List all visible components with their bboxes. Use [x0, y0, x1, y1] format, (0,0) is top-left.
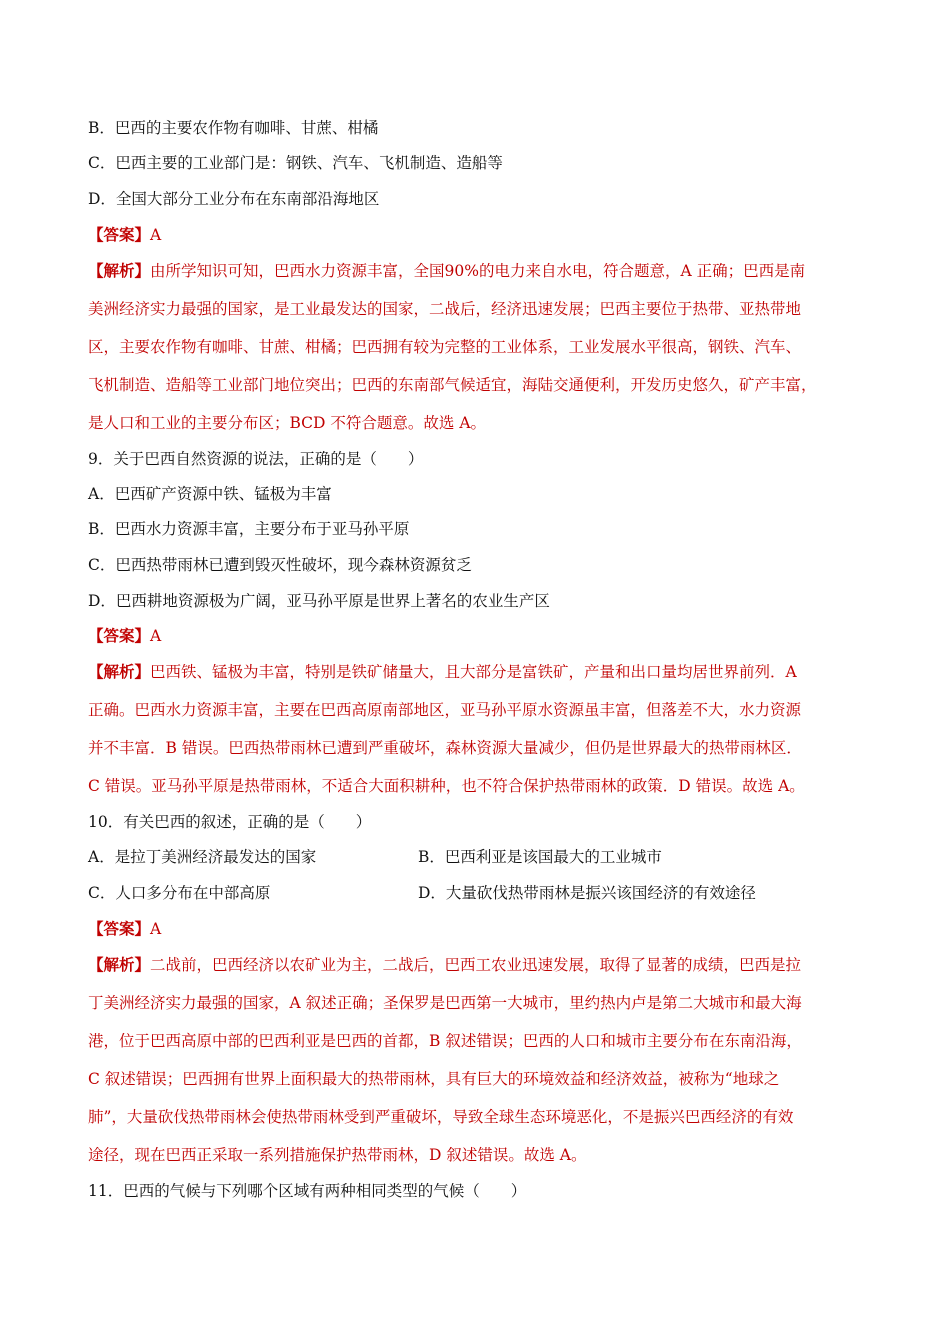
q9-analysis-line-2: 正确。巴西水力资源丰富，主要在巴西高原南部地区，亚马孙平原水资源虽丰富，但落差不大，水力资源	[88, 701, 802, 719]
analysis-label: 【解析】	[88, 955, 151, 974]
q10-option-b: B．巴西利亚是该国最大的工业城市	[418, 848, 662, 866]
q10-answer	[88, 919, 868, 939]
q10-option-c: C．人口多分布在中部高原	[88, 884, 271, 902]
q11-stem: 11．巴西的气候与下列哪个区域有两种相同类型的气候（ ）	[88, 1182, 527, 1200]
q9-analysis-line-3: 并不丰富．B 错误。巴西热带雨林已遭到严重破坏，森林资源大量减少，但仍是世界最大的热带雨林区．	[88, 739, 802, 757]
q10-analysis-line-6: 途径，现在巴西正采取一系列措施保护热带雨林，D 叙述错误。故选 A。	[88, 1146, 587, 1164]
q8-analysis-line-5: 是人口和工业的主要分布区；BCD 不符合题意。故选 A。	[88, 414, 487, 432]
q8-answer	[88, 225, 868, 245]
q9-answer	[88, 626, 868, 646]
q9-analysis-line-4: C 错误。亚马孙平原是热带雨林，不适合大面积耕种，也不符合保护热带雨林的政策．D 错误。故选 A。	[88, 777, 805, 795]
q10-stem: 10．有关巴西的叙述，正确的是（ ）	[88, 813, 372, 831]
answer-label: 【答案】	[88, 225, 151, 244]
q9-option-a: A．巴西矿产资源中铁、锰极为丰富	[88, 485, 332, 503]
q10-analysis-line-3: 港，位于巴西高原中部的巴西利亚是巴西的首都，B 叙述错误；巴西的人口和城市主要分布在东南沿海，	[88, 1032, 802, 1050]
analysis-text: 由所学知识可知，巴西水力资源丰富，全国90%的电力来自水电，符合题意，A 正确；巴西是南	[150, 262, 806, 280]
analysis-label: 【解析】	[88, 662, 151, 681]
q10-analysis-line-1	[88, 955, 868, 975]
analysis-text: 二战前，巴西经济以农矿业为主，二战后，巴西工农业迅速发展，取得了显著的成绩，巴西是拉	[150, 956, 802, 974]
q9-option-b: B．巴西水力资源丰富，主要分布于亚马孙平原	[88, 520, 410, 538]
q8-option-b: B．巴西的主要农作物有咖啡、甘蔗、柑橘	[88, 119, 379, 137]
answer-value: A	[150, 627, 162, 645]
answer-value: A	[150, 920, 162, 938]
q8-analysis-line-1	[88, 261, 868, 281]
q8-analysis-line-4: 飞机制造、造船等工业部门地位突出；巴西的东南部气候适宜，海陆交通便利，开发历史悠久，矿产丰富，	[88, 376, 817, 394]
q8-option-c: C．巴西主要的工业部门是：钢铁、汽车、飞机制造、造船等	[88, 154, 503, 172]
q10-analysis-line-4: C 叙述错误；巴西拥有世界上面积最大的热带雨林，具有巨大的环境效益和经济效益，被称为“地球之	[88, 1070, 780, 1088]
answer-label: 【答案】	[88, 626, 151, 645]
q10-option-a: A．是拉丁美洲经济最发达的国家	[88, 848, 317, 866]
q9-option-d: D．巴西耕地资源极为广阔，亚马孙平原是世界上著名的农业生产区	[88, 592, 550, 610]
answer-value: A	[150, 226, 162, 244]
answer-label: 【答案】	[88, 919, 151, 938]
q9-option-c: C．巴西热带雨林已遭到毁灭性破坏，现今森林资源贫乏	[88, 556, 472, 574]
q9-stem: 9．关于巴西自然资源的说法，正确的是（ ）	[88, 450, 424, 468]
analysis-text: 巴西铁、锰极为丰富，特别是铁矿储量大，且大部分是富铁矿，产量和出口量均居世界前列．A	[150, 663, 797, 681]
q8-analysis-line-3: 区，主要农作物有咖啡、甘蔗、柑橘；巴西拥有较为完整的工业体系，工业发展水平很高，钢铁、汽车、	[88, 338, 802, 356]
analysis-label: 【解析】	[88, 261, 151, 280]
q10-analysis-line-2: 丁美洲经济实力最强的国家，A 叙述正确；圣保罗是巴西第一大城市，里约热内卢是第二大城市和最大海	[88, 994, 802, 1012]
q8-analysis-line-2: 美洲经济实力最强的国家，是工业最发达的国家，二战后，经济迅速发展；巴西主要位于热带、亚热带地	[88, 300, 802, 318]
q8-option-d: D．全国大部分工业分布在东南部沿海地区	[88, 190, 380, 208]
q10-option-d: D．大量砍伐热带雨林是振兴该国经济的有效途径	[418, 884, 756, 902]
q9-analysis-line-1	[88, 662, 868, 682]
q10-analysis-line-5: 肺”，大量砍伐热带雨林会使热带雨林受到严重破坏，导致全球生态环境恶化，不是振兴巴西经济的有效	[88, 1108, 794, 1126]
